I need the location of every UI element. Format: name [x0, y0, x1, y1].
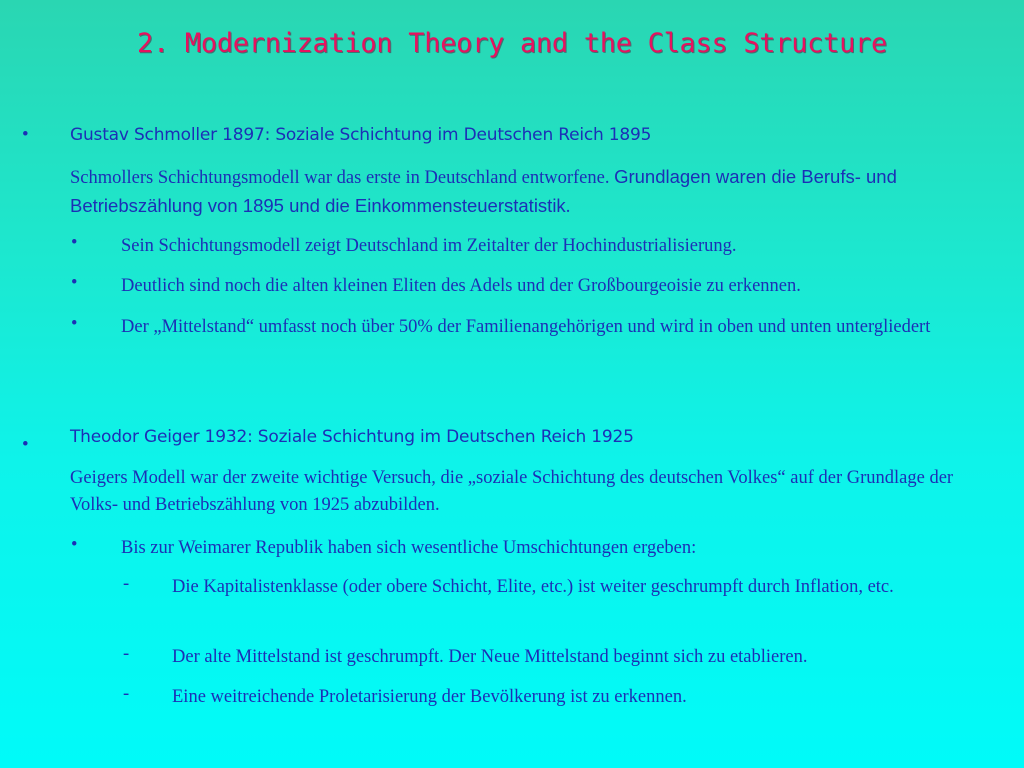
section1-item3-text: Der „Mittelstand“ umfasst noch über 50% der Familienangehörigen und wird in oben und unten untergliedert [121, 317, 931, 337]
section1-item1-text: Sein Schichtungsmodell zeigt Deutschland im Zeitalter der Hochindustrialisierung. [121, 236, 737, 256]
section1-intro-serif: Schmollers Schichtungsmodell war das erste in Deutschland entworfene. [70, 168, 615, 188]
section1-item2-text: Deutlich sind noch die alten kleinen Eliten des Adels und der Großbourgeoisie zu erkennen. [121, 276, 801, 296]
section2-subitem3-marker: - [123, 684, 130, 704]
section2-subitem1-text: Die Kapitalistenklasse (oder obere Schicht, Elite, etc.) ist weiter geschrumpft durch Inflation, etc. [172, 577, 894, 597]
section1-bullet: • [22, 124, 29, 145]
section1-item2-marker: • [71, 273, 78, 293]
section1-intro-end: . [565, 197, 571, 217]
section2-item1-marker: • [71, 535, 78, 555]
section1-intro-sans: Grundlagen waren die Berufs- und Betriebszählung von 1895 und die Einkommensteuerstatistik [70, 166, 897, 216]
section2-item1-text: Bis zur Weimarer Republik haben sich wesentliche Umschichtungen ergeben: [121, 538, 697, 558]
section2-subitem2-marker: - [123, 644, 130, 664]
section2-heading: Theodor Geiger 1932: Soziale Schichtung im Deutschen Reich 1925 [70, 427, 634, 447]
section2-intro: Geigers Modell war der zweite wichtige Versuch, die „soziale Schichtung des deutschen Volkes“ auf der Grundlage der Volks- und Betriebszählung von 1925 abzubilden. [70, 468, 954, 515]
slide-title: 2. Modernization Theory and the Class Structure [137, 28, 887, 59]
section1-heading: Gustav Schmoller 1897: Soziale Schichtung im Deutschen Reich 1895 [70, 125, 652, 145]
section2-bullet: • [22, 434, 29, 455]
section1-item1-marker: • [71, 233, 78, 253]
section1-intro [70, 163, 998, 221]
section2-subitem1-marker: - [123, 574, 130, 594]
section2-subitem2-text: Der alte Mittelstand ist geschrumpft. Der Neue Mittelstand beginnt sich zu etablieren. [172, 647, 808, 667]
section2-subitem3-text: Eine weitreichende Proletarisierung der Bevölkerung ist zu erkennen. [172, 687, 687, 707]
section1-item3-marker: • [71, 314, 78, 334]
